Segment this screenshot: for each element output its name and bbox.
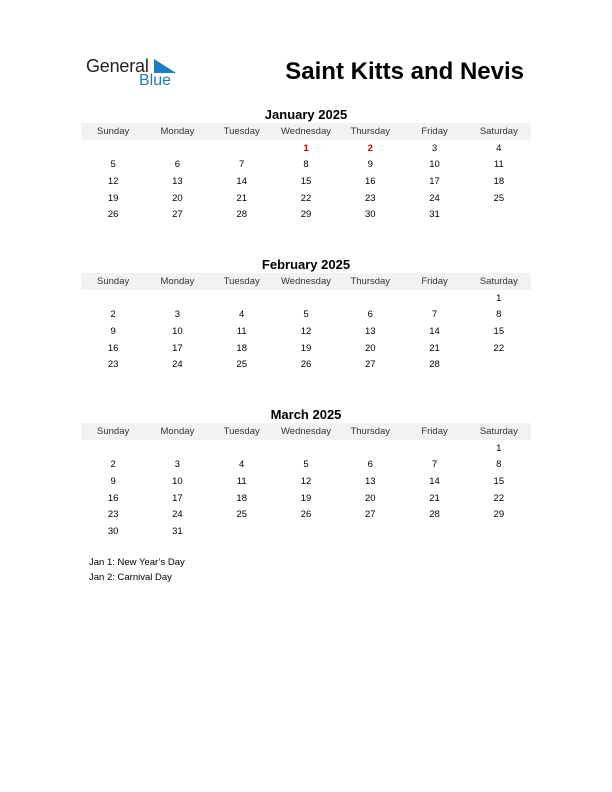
week-row	[81, 140, 531, 157]
week-row	[81, 490, 531, 507]
weekday-header	[81, 423, 531, 440]
week-row	[81, 340, 531, 357]
day-cell: 30	[364, 209, 376, 221]
day-cell: 8	[496, 309, 502, 321]
day-cell: 25	[236, 359, 247, 371]
day-cell: 10	[429, 159, 440, 171]
day-cell: 30	[107, 525, 119, 537]
weekday-label: Friday	[421, 426, 448, 437]
day-cell: 8	[303, 159, 309, 171]
day-cell: 7	[431, 459, 438, 471]
day-cell: 19	[300, 342, 312, 354]
day-cell: 21	[429, 342, 440, 354]
day-cell: 28	[236, 209, 247, 221]
weekday-label: Tuesday	[223, 426, 260, 437]
week-row	[81, 523, 531, 540]
week-row	[81, 190, 531, 207]
week-row	[81, 173, 531, 190]
day-cell: 7	[239, 159, 245, 171]
day-cell: 12	[300, 475, 312, 487]
day-cell: 8	[496, 459, 502, 471]
day-cell: 23	[364, 192, 376, 204]
day-cell: 26	[300, 509, 312, 521]
weekday-label: Saturday	[479, 126, 518, 137]
week-row	[81, 157, 531, 174]
day-cell: 13	[364, 475, 376, 487]
day-cell: 4	[239, 309, 245, 321]
day-cell: 17	[429, 175, 440, 187]
day-cell: 24	[172, 509, 183, 521]
day-cell: 24	[172, 359, 183, 371]
day-cell: 29	[493, 509, 505, 521]
day-cell: 15	[493, 325, 505, 337]
day-cell: 29	[300, 209, 312, 221]
day-cell: 3	[174, 309, 181, 321]
week-row	[81, 206, 531, 223]
weekday-label: Thursday	[350, 126, 391, 137]
day-cell: 20	[364, 342, 376, 354]
day-cell: 16	[107, 492, 119, 504]
weekday-label: Thursday	[350, 276, 391, 287]
month-title: February 2025	[261, 257, 351, 272]
day-cell: 10	[172, 475, 183, 487]
day-cell: 12	[300, 325, 312, 337]
weekday-label: Tuesday	[223, 126, 260, 137]
day-cell: 6	[367, 459, 373, 471]
day-cell: 5	[303, 459, 309, 471]
day-cell: 21	[236, 192, 247, 204]
day-cell: 11	[493, 159, 504, 171]
month-title: January 2025	[264, 107, 348, 122]
day-cell: 18	[236, 342, 247, 354]
day-cell: 15	[300, 175, 312, 187]
day-cell: 18	[493, 175, 505, 187]
day-cell: 16	[364, 175, 376, 187]
weekday-label: Sunday	[97, 126, 130, 137]
day-cell: 5	[303, 309, 309, 321]
day-cell: 4	[239, 459, 245, 471]
day-cell: 17	[172, 492, 183, 504]
logo-text-blue: Blue	[139, 72, 172, 89]
weekday-label: Tuesday	[223, 276, 260, 287]
day-cell: 23	[107, 509, 119, 521]
day-cell: 13	[172, 175, 183, 187]
week-row	[81, 356, 531, 373]
weekday-label: Friday	[421, 126, 448, 137]
weekday-label: Wednesday	[280, 126, 331, 137]
day-cell: 2	[110, 309, 116, 321]
day-cell: 25	[236, 509, 247, 521]
month-march	[81, 406, 531, 540]
day-cell: 12	[107, 175, 119, 187]
day-cell: 27	[364, 509, 376, 521]
day-cell: 9	[110, 475, 116, 487]
generalblue-logo	[86, 56, 186, 92]
day-cell: 27	[172, 209, 183, 221]
day-cell: 1	[496, 292, 502, 304]
day-cell: 14	[236, 175, 247, 187]
day-cell: 3	[174, 459, 181, 471]
day-cell: 6	[367, 309, 373, 321]
week-row	[81, 307, 531, 324]
day-cell: 24	[429, 192, 440, 204]
holiday-note: Jan 2: Carnival Day	[89, 572, 172, 583]
day-cell: 10	[172, 325, 183, 337]
week-row	[81, 506, 531, 523]
weekday-label: Sunday	[97, 276, 130, 287]
day-cell: 1	[303, 142, 309, 154]
month-february	[81, 256, 531, 373]
day-cell: 13	[364, 325, 376, 337]
day-cell: 19	[107, 192, 119, 204]
day-cell: 26	[107, 209, 119, 221]
day-cell: 3	[431, 142, 438, 154]
day-cell: 18	[236, 492, 247, 504]
day-cell: 31	[429, 209, 440, 221]
day-cell: 6	[174, 159, 181, 171]
week-row	[81, 440, 531, 457]
weekday-label: Sunday	[97, 426, 130, 437]
day-cell: 11	[236, 475, 247, 487]
day-cell: 4	[496, 142, 502, 154]
day-cell: 28	[429, 359, 440, 371]
day-cell: 14	[429, 325, 440, 337]
day-cell: 28	[429, 509, 440, 521]
day-cell: 17	[172, 342, 183, 354]
weekday-label: Saturday	[479, 276, 518, 287]
day-cell: 2	[110, 459, 116, 471]
day-cell: 23	[107, 359, 119, 371]
weekday-header	[81, 273, 531, 290]
day-cell: 27	[364, 359, 376, 371]
day-cell: 9	[367, 159, 373, 171]
week-row	[81, 290, 531, 307]
holiday-note: Jan 1: New Year’s Day	[89, 557, 185, 568]
week-row	[81, 323, 531, 340]
weekday-label: Friday	[421, 276, 448, 287]
day-cell: 2	[367, 142, 373, 154]
day-cell: 9	[110, 325, 116, 337]
weekday-label: Monday	[160, 276, 195, 287]
weekday-label: Monday	[160, 126, 195, 137]
weekday-label: Wednesday	[280, 426, 331, 437]
day-cell: 20	[364, 492, 376, 504]
day-cell: 7	[431, 309, 438, 321]
day-cell: 22	[300, 192, 312, 204]
day-cell: 1	[496, 442, 502, 454]
day-cell: 14	[429, 475, 440, 487]
week-row	[81, 473, 531, 490]
holiday-notes	[89, 555, 185, 585]
day-cell: 22	[493, 492, 505, 504]
week-row	[81, 457, 531, 474]
weekday-label: Monday	[160, 426, 195, 437]
weekday-label: Wednesday	[280, 276, 331, 287]
weekday-label: Thursday	[350, 426, 391, 437]
day-cell: 20	[172, 192, 183, 204]
country-title: Saint Kitts and Nevis	[285, 58, 524, 85]
logo-text-general: General	[86, 56, 149, 76]
weekday-header	[81, 123, 531, 140]
day-cell: 22	[493, 342, 505, 354]
day-cell: 25	[493, 192, 505, 204]
day-cell: 5	[110, 159, 116, 171]
weekday-label: Saturday	[479, 426, 518, 437]
logo-triangle-icon	[154, 59, 176, 73]
month-january	[81, 106, 531, 223]
day-cell: 11	[236, 325, 247, 337]
day-cell: 21	[429, 492, 440, 504]
day-cell: 16	[107, 342, 119, 354]
day-cell: 31	[172, 525, 183, 537]
day-cell: 26	[300, 359, 312, 371]
day-cell: 15	[493, 475, 505, 487]
month-title: March 2025	[270, 407, 342, 422]
day-cell: 19	[300, 492, 312, 504]
